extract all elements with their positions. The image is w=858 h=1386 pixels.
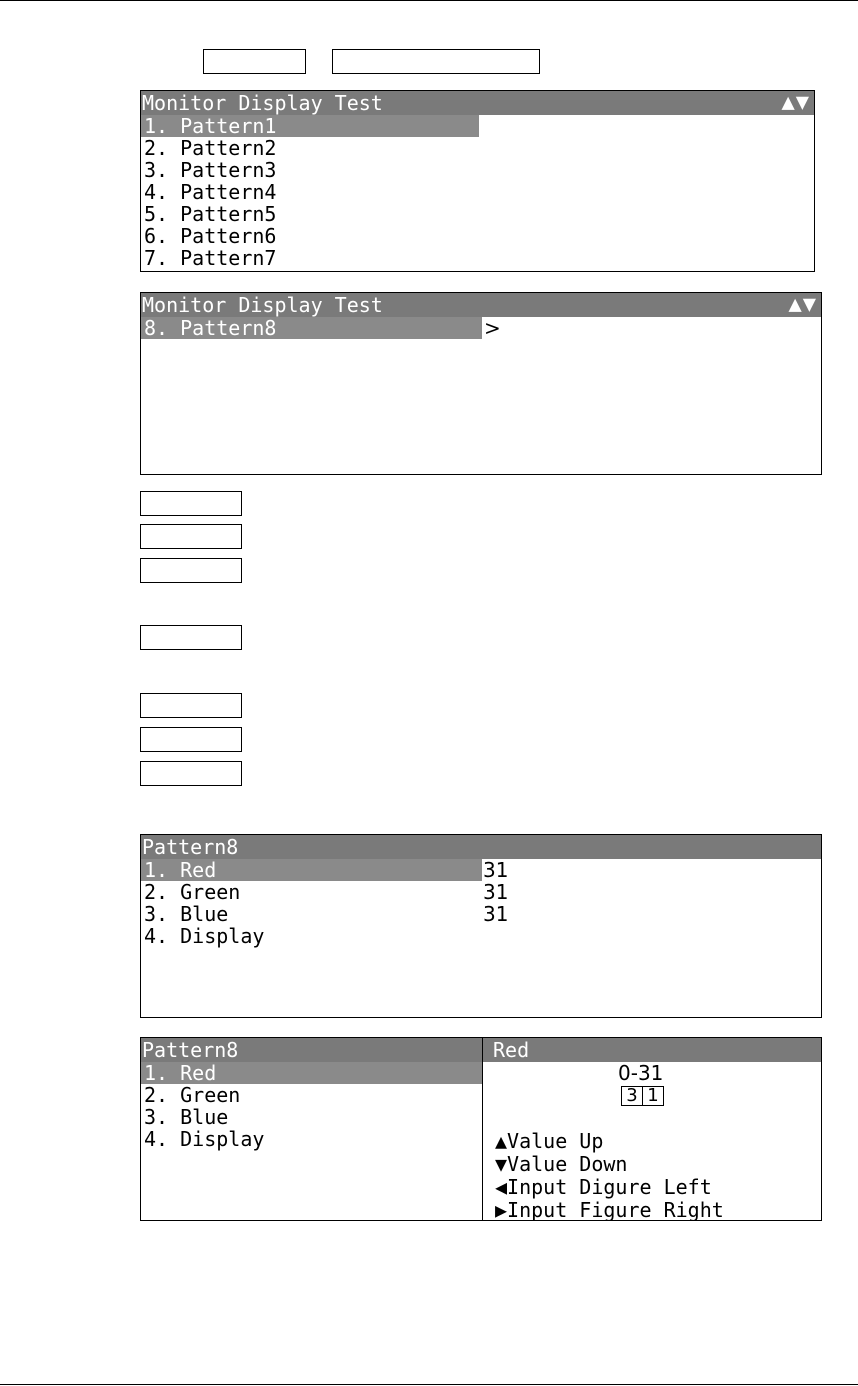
key-box-1 xyxy=(203,49,306,74)
key-box-2 xyxy=(332,49,540,74)
menu-panel-pattern8 xyxy=(140,292,822,475)
digit-tens[interactable]: 3 xyxy=(626,1085,638,1106)
setting-value-red: 31 xyxy=(483,858,509,882)
help-input-digit-left: ◀Input Digure Left xyxy=(495,1175,712,1199)
key-box-3 xyxy=(140,491,242,516)
pattern8-red-edit-panel xyxy=(140,1037,822,1221)
top-rule xyxy=(0,0,858,1)
panel-title xyxy=(141,1038,482,1062)
setting-value-green: 31 xyxy=(483,880,509,904)
digit-ones[interactable]: 1 xyxy=(642,1087,663,1105)
bottom-rule xyxy=(0,1384,858,1385)
panel-title xyxy=(141,835,822,859)
setting-item-green[interactable]: 2. Green xyxy=(144,1083,241,1107)
menu-item-pattern7[interactable]: 7. Pattern7 xyxy=(144,246,277,270)
setting-value-blue: 31 xyxy=(483,902,509,926)
setting-item-red[interactable]: 1. Red xyxy=(141,859,482,881)
panel-title-text: Pattern8 xyxy=(142,1038,239,1062)
key-box-7 xyxy=(140,693,242,718)
value-editor-pane xyxy=(482,1038,822,1220)
setting-item-display[interactable]: 4. Display xyxy=(144,924,265,948)
key-box-8 xyxy=(140,727,242,752)
setting-item-display[interactable]: 4. Display xyxy=(144,1127,265,1151)
setting-item-green[interactable]: 2. Green xyxy=(144,880,241,904)
key-box-6 xyxy=(140,625,242,650)
scroll-arrows-icon[interactable]: ▲▼ xyxy=(781,90,810,115)
panel-title-text: Monitor Display Test xyxy=(142,293,383,317)
menu-item-pattern3[interactable]: 3. Pattern3 xyxy=(144,158,277,182)
help-value-down: ▼Value Down xyxy=(495,1152,628,1176)
key-box-5 xyxy=(140,558,242,583)
scroll-arrows-icon[interactable]: ▲▼ xyxy=(788,292,817,317)
panel-title xyxy=(141,293,822,317)
help-input-figure-right: ▶Input Figure Right xyxy=(495,1198,724,1221)
menu-item-pattern4[interactable]: 4. Pattern4 xyxy=(144,180,277,204)
menu-item-pattern6[interactable]: 6. Pattern6 xyxy=(144,224,277,248)
menu-item-pattern1[interactable]: 1. Pattern1 xyxy=(141,115,479,137)
panel-title-text: Monitor Display Test xyxy=(142,91,383,115)
setting-item-blue[interactable]: 3. Blue xyxy=(144,1105,229,1129)
key-box-4 xyxy=(140,524,242,549)
setting-item-red[interactable]: 1. Red xyxy=(141,1062,482,1084)
panel-title xyxy=(141,91,815,115)
menu-item-pattern8[interactable]: 8. Pattern8 xyxy=(141,317,482,339)
value-editor-title-text: Red xyxy=(493,1038,530,1062)
value-range-label: 0-31 xyxy=(618,1061,664,1085)
submenu-chevron-icon: > xyxy=(484,316,501,340)
help-value-up: ▲Value Up xyxy=(495,1129,604,1153)
panel-title-text: Pattern8 xyxy=(142,835,239,859)
menu-panel-patterns-1-7 xyxy=(140,90,815,272)
value-digit-input[interactable] xyxy=(621,1086,664,1106)
menu-item-pattern2[interactable]: 2. Pattern2 xyxy=(144,136,277,160)
pattern8-settings-panel xyxy=(140,834,822,1018)
menu-item-pattern5[interactable]: 5. Pattern5 xyxy=(144,202,277,226)
key-box-9 xyxy=(140,761,242,786)
setting-item-blue[interactable]: 3. Blue xyxy=(144,902,229,926)
